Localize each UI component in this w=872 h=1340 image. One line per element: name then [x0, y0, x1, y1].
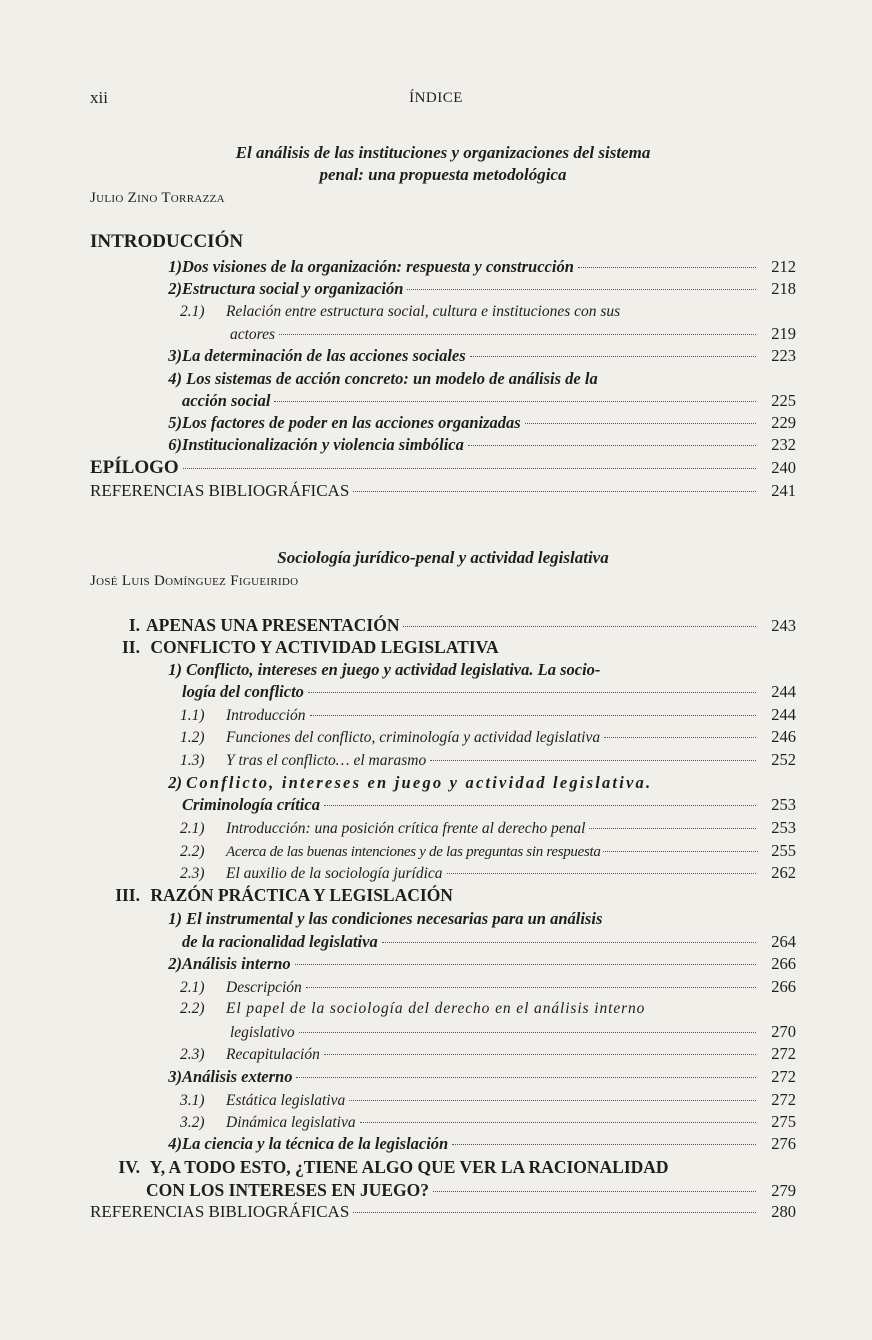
essay1-author: Julio Zino Torrazza [90, 190, 225, 206]
toc-entry [146, 345, 796, 367]
toc-page: 279 [771, 1181, 796, 1200]
toc-entry-line1 [146, 368, 796, 390]
leader-dots [353, 1212, 756, 1213]
toc-page: 270 [771, 1022, 796, 1041]
toc-section-line2 [146, 1179, 796, 1201]
toc-entry-line1 [146, 908, 796, 930]
toc-entry-line2 [182, 681, 796, 703]
toc-label-cont: Criminología crítica [182, 795, 320, 814]
toc-label-cont: legislativo [230, 1024, 295, 1041]
toc-subentry-line2 [230, 1021, 796, 1043]
leader-dots [407, 289, 756, 290]
toc-label: Dinámica legislativa [226, 1114, 356, 1131]
leader-dots [403, 626, 756, 627]
toc-page: 212 [771, 257, 796, 276]
toc-label: Acerca de las buenas intenciones y de las preguntas sin respuesta [226, 844, 601, 860]
toc-label: Conflicto, intereses en juego y actividad legislativa. La socio- [186, 660, 601, 679]
essay1-title-line1: El análisis de las instituciones y organizaciones del sistema [235, 143, 651, 162]
toc-entry [146, 1066, 796, 1088]
toc-page: 275 [771, 1112, 796, 1131]
leader-dots [603, 851, 758, 852]
toc-subentry [180, 862, 796, 884]
toc-page: 272 [771, 1090, 796, 1109]
leader-dots [324, 1054, 756, 1055]
leader-dots [433, 1191, 756, 1192]
toc-subentry [180, 1043, 796, 1065]
toc-page: 266 [771, 977, 796, 996]
toc-subentry [180, 1111, 796, 1133]
toc-label: El instrumental y las condiciones necesarias para un análisis [186, 909, 603, 928]
toc-label: La ciencia y la técnica de la legislación [182, 1134, 449, 1153]
toc-entry-line2 [182, 794, 796, 816]
toc-label: Estructura social y organización [182, 279, 404, 298]
toc-page: 246 [771, 727, 796, 746]
toc-number: 3) [168, 1067, 182, 1086]
leader-dots [324, 805, 756, 806]
toc-page: 219 [771, 324, 796, 343]
toc-subentry [180, 749, 796, 771]
toc-page: 223 [771, 346, 796, 365]
toc-section [90, 884, 796, 906]
toc-label: Estática legislativa [226, 1092, 346, 1109]
leader-dots [382, 942, 756, 943]
toc-entry [146, 256, 796, 278]
toc-subentry [180, 817, 796, 839]
toc-label: RAZÓN PRÁCTICA Y LEGISLACIÓN [150, 885, 453, 905]
toc-number: IV. [118, 1157, 140, 1177]
running-head: ÍNDICE [409, 90, 463, 106]
toc-number: 3.2) [180, 1114, 205, 1131]
toc-entry-line1 [146, 659, 796, 681]
toc-page: 240 [771, 458, 796, 477]
leader-dots [452, 1144, 756, 1145]
toc-label: Dos visiones de la organización: respuesta y construcción [182, 257, 574, 276]
toc-entry [146, 953, 796, 975]
toc-label: Introducción [226, 707, 306, 724]
toc-number: 2.1) [180, 303, 205, 320]
toc-page: 272 [771, 1067, 796, 1086]
leader-dots [604, 737, 756, 738]
toc-label: Institucionalización y violencia simbólica [182, 435, 464, 454]
leader-dots [360, 1122, 756, 1123]
page-number: xii [90, 88, 108, 107]
toc-section-line1 [90, 1156, 796, 1178]
leader-dots [295, 964, 756, 965]
toc-label: REFERENCIAS BIBLIOGRÁFICAS [90, 481, 350, 500]
toc-entry [146, 412, 796, 434]
leader-dots [468, 445, 756, 446]
toc-number: 2.1) [180, 979, 205, 996]
leader-dots [447, 873, 756, 874]
toc-label: El papel de la sociología del derecho en el análisis interno [226, 1000, 646, 1017]
toc-number: 1) [168, 257, 182, 276]
toc-label: CONFLICTO Y ACTIVIDAD LEGISLATIVA [150, 637, 499, 657]
toc-label: Los sistemas de acción concreto: un modelo de análisis de la [186, 369, 598, 388]
toc-number: 2) [168, 279, 182, 298]
toc-entry-epilogue [90, 457, 796, 479]
leader-dots [430, 760, 756, 761]
toc-number: 1) [168, 909, 182, 928]
toc-subentry [180, 976, 796, 998]
toc-label: La determinación de las acciones sociales [182, 346, 466, 365]
toc-number: 2.2) [180, 843, 205, 860]
toc-number: 2) [168, 773, 182, 792]
leader-dots [310, 715, 757, 716]
toc-entry-line2 [182, 390, 796, 412]
toc-label-cont: acción social [182, 391, 271, 410]
toc-number: 3) [168, 346, 182, 365]
toc-label: El auxilio de la sociología jurídica [226, 865, 443, 882]
toc-label: Funciones del conflicto, criminología y actividad legislativa [226, 729, 601, 746]
toc-subentry [180, 704, 796, 726]
toc-subentry [180, 1089, 796, 1111]
toc-entry-references [90, 480, 796, 502]
leader-dots [353, 491, 756, 492]
toc-label: Relación entre estructura social, cultura e instituciones con sus [226, 303, 621, 320]
toc-page: 255 [771, 841, 796, 860]
toc-label: Análisis externo [182, 1067, 293, 1086]
toc-number: 2) [168, 954, 182, 973]
toc-number: 1.3) [180, 752, 205, 769]
leader-dots [578, 267, 756, 268]
toc-label: Y, A TODO ESTO, ¿TIENE ALGO QUE VER LA RACIONALIDAD [149, 1157, 669, 1177]
leader-dots [274, 401, 756, 402]
toc-section [90, 636, 796, 658]
toc-label-cont: logía del conflicto [182, 682, 304, 701]
leader-dots [525, 423, 756, 424]
essay2-author: José Luis Domínguez Figueirido [90, 573, 299, 589]
toc-page: 266 [771, 954, 796, 973]
toc-page: 241 [771, 481, 796, 500]
toc-label: Descripción [226, 979, 302, 996]
toc-entry [146, 1133, 796, 1155]
essay1-title-line2: penal: una propuesta metodológica [319, 165, 567, 184]
toc-number: 2.3) [180, 865, 205, 882]
toc-page: 280 [771, 1202, 796, 1221]
toc-entry-references [90, 1201, 796, 1223]
toc-label: EPÍLOGO [90, 457, 179, 478]
toc-entry [146, 278, 796, 300]
toc-number: 1) [168, 660, 182, 679]
toc-page: 244 [771, 682, 796, 701]
toc-label: APENAS UNA PRESENTACIÓN [146, 615, 400, 635]
toc-number: 1.2) [180, 729, 205, 746]
toc-page: 243 [771, 616, 796, 635]
toc-label-cont: CON LOS INTERESES EN JUEGO? [146, 1180, 429, 1200]
toc-page: 264 [771, 932, 796, 951]
toc-number: II. [122, 637, 140, 657]
leader-dots [349, 1100, 756, 1101]
toc-number: 2.1) [180, 820, 205, 837]
leader-dots [470, 356, 756, 357]
toc-subentry [180, 840, 796, 862]
toc-label-cont: de la racionalidad legislativa [182, 932, 378, 951]
toc-label: REFERENCIAS BIBLIOGRÁFICAS [90, 1202, 350, 1221]
toc-number: 2.2) [180, 1000, 205, 1017]
toc-label: Conflicto, intereses en juego y actividad legislativa. [186, 773, 653, 792]
toc-entry-line2 [182, 931, 796, 953]
leader-dots [296, 1077, 756, 1078]
toc-label: Los factores de poder en las acciones organizadas [182, 413, 521, 432]
toc-number: 1.1) [180, 707, 205, 724]
toc-number: I. [128, 615, 140, 635]
toc-page: 229 [771, 413, 796, 432]
toc-page: 252 [771, 750, 796, 769]
toc-page: 276 [771, 1134, 796, 1153]
toc-page: 232 [771, 435, 796, 454]
toc-number: 6) [168, 435, 182, 454]
toc-entry-line1 [180, 301, 796, 323]
toc-page: 253 [771, 795, 796, 814]
toc-page: 253 [771, 818, 796, 837]
leader-dots [279, 334, 756, 335]
leader-dots [299, 1032, 756, 1033]
essay1-section-introduccion: INTRODUCCIÓN [90, 231, 244, 252]
toc-label: Y tras el conflicto… el marasmo [226, 752, 427, 769]
toc-label: Introducción: una posición crítica frente al derecho penal [226, 820, 586, 837]
toc-number: 3.1) [180, 1092, 205, 1109]
toc-label: Análisis interno [182, 954, 291, 973]
toc-page: 244 [771, 705, 796, 724]
toc-page: 262 [771, 863, 796, 882]
toc-entry-line1 [146, 772, 796, 794]
leader-dots [306, 987, 756, 988]
toc-page: 225 [771, 391, 796, 410]
leader-dots [308, 692, 756, 693]
toc-number: 4) [168, 1134, 182, 1153]
toc-subentry-line1 [180, 998, 796, 1020]
toc-number: 5) [168, 413, 182, 432]
toc-page: 272 [771, 1044, 796, 1063]
toc-number: III. [115, 885, 140, 905]
leader-dots [589, 828, 756, 829]
toc-entry [146, 434, 796, 456]
toc-section [90, 614, 796, 636]
toc-page: 218 [771, 279, 796, 298]
toc-number: 4) [168, 369, 182, 388]
toc-entry-line2 [230, 323, 796, 345]
toc-label-cont: actores [230, 326, 276, 343]
toc-subentry [180, 726, 796, 748]
leader-dots [183, 468, 756, 469]
toc-number: 2.3) [180, 1046, 205, 1063]
essay2-title: Sociología jurídico-penal y actividad legislativa [277, 548, 609, 567]
toc-label: Recapitulación [226, 1046, 320, 1063]
